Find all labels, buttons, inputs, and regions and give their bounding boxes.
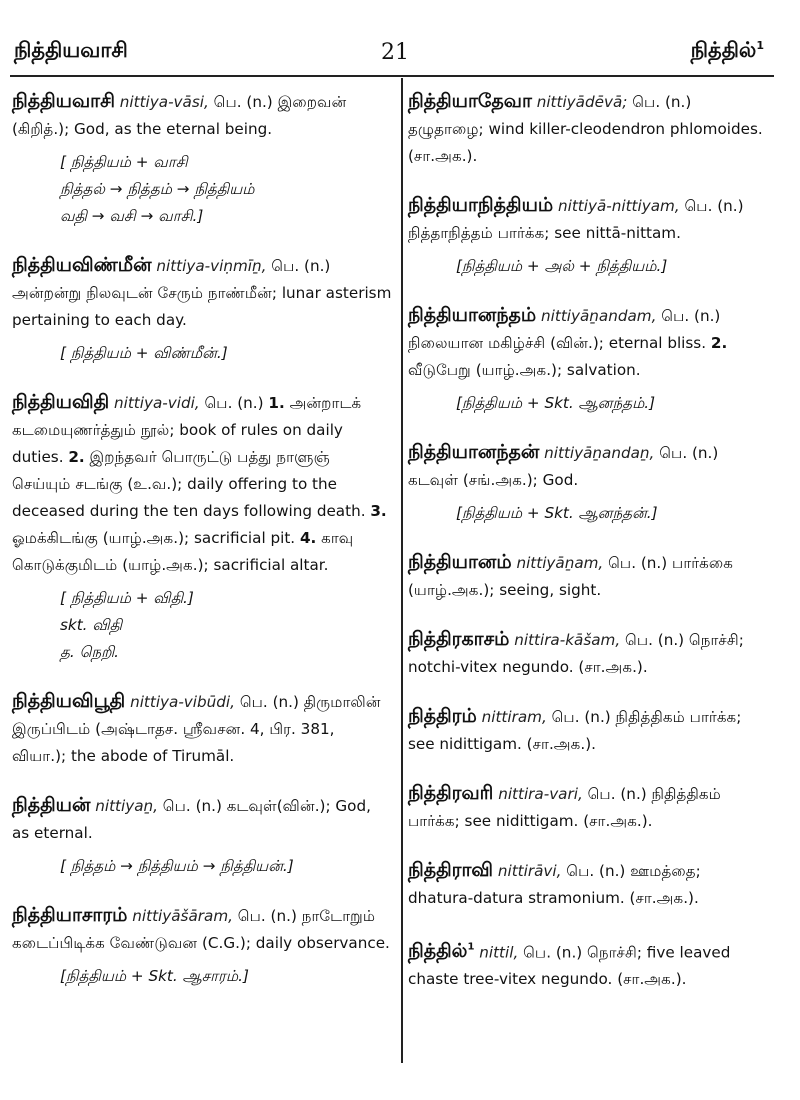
tamil-definition: அன்றன்று நிலவுடன் சேரும் நாண்மீன்; <box>12 284 277 302</box>
entry-nittil <box>408 934 768 993</box>
tamil-definition: தழுதாழை; <box>408 120 484 138</box>
left-column <box>12 88 392 1012</box>
english-definition: the abode of Tirumāl. <box>70 747 235 765</box>
english-definition: sacrificial pit. <box>193 529 296 547</box>
transliteration: nittiyāṉandam, <box>541 307 657 325</box>
tamil-definition: இறைவன் (கிறித்.); <box>12 93 347 138</box>
etymology <box>12 149 392 230</box>
headword-sup: 1 <box>467 942 475 953</box>
tamil-definition: நொச்சி; <box>688 631 744 649</box>
tamil-definition: திருமாலின் இருப்பிடம் (அஷ்டாதச. ஸ்ரீவசன. 4, பிர. 381, வியா.); <box>12 693 381 765</box>
etymology <box>12 963 392 990</box>
sense-number: 1. <box>268 394 285 412</box>
sense-number: 3. <box>370 502 387 520</box>
transliteration: nittiyāšāram, <box>132 907 233 925</box>
etymology-line: [நித்தியம் + Skt. ஆனந்தன்.] <box>456 504 658 522</box>
headword: நித்திரம் <box>408 705 477 727</box>
entry-nittiyanandam <box>408 302 768 417</box>
etymology-line: [நித்தியம் + அல் + நித்தியம்.] <box>456 257 668 275</box>
part-of-speech: பெ. (n.) <box>551 708 611 726</box>
tamil-definition: நிதித்திகம் பார்க்க; <box>408 785 721 830</box>
entry-nittiyadeva <box>408 88 768 170</box>
entry-nittiya-vinmin <box>12 252 392 367</box>
tamil-definition: கடவுள்(வின்.); <box>226 797 331 815</box>
entry-nittiyanandan <box>408 439 768 527</box>
headword: நித்திரகாசம் <box>408 628 510 650</box>
etymology <box>408 500 768 527</box>
tamil-definition: பார்க்கை (யாழ்.அக.); <box>408 554 733 599</box>
part-of-speech: பெ. (n.) <box>213 93 273 111</box>
english-definition: daily observance. <box>255 934 390 952</box>
part-of-speech: பெ. (n.) <box>625 631 685 649</box>
etymology-line: [ நித்தியம் + விதி.] <box>60 589 194 607</box>
headword: நித்தியாதேவா <box>408 90 532 112</box>
etymology-line: த. நெறி. <box>60 643 120 661</box>
page-number: 21 <box>381 40 409 65</box>
headword: நித்திராவி <box>408 859 494 881</box>
transliteration: nittiya-vibūdi, <box>130 693 235 711</box>
sense-number: 2. <box>68 448 85 466</box>
english-definition: notchi-vitex negundo. <box>408 658 574 676</box>
tamil-definition: நிலையான மகிழ்ச்சி (வின்.); <box>408 334 604 352</box>
transliteration: nittiyāṉam, <box>516 554 604 572</box>
english-definition: salvation. <box>566 361 641 379</box>
english-definition: see nidittigam. <box>464 812 579 830</box>
part-of-speech: பெ. (n.) <box>566 862 626 880</box>
running-headword-right-text: நித்தில் <box>690 38 757 62</box>
headword: நித்தியவிண்மீன் <box>12 254 152 276</box>
source-abbrev: (சா.அக.). <box>408 147 478 165</box>
headword: நித்தியன் <box>12 794 91 816</box>
tamil-definition: கடவுள் (சங்.அக.); <box>408 471 538 489</box>
english-definition: book of rules on daily duties. <box>12 421 343 466</box>
part-of-speech: பெ. (n.) <box>204 394 264 412</box>
part-of-speech: பெ. (n.) <box>271 257 331 275</box>
entry-nittiravi <box>408 857 768 912</box>
tamil-definition: நொச்சி; <box>587 943 642 962</box>
headword: நித்தியானந்தம் <box>408 304 537 326</box>
english-definition: see nidittigam. <box>408 735 522 753</box>
page-header <box>0 0 800 80</box>
etymology <box>12 340 392 367</box>
part-of-speech: பெ. (n.) <box>237 907 297 925</box>
entry-nittirakasam <box>408 626 768 681</box>
english-definition: five leaved chaste tree-vitex negundo. <box>408 943 731 989</box>
english-definition: seeing, sight. <box>499 581 602 599</box>
tamil-definition: காவு கொடுக்குமிடம் (யாழ்.அக.); <box>12 529 354 574</box>
tamil-definition: அன்றாடக் கடமையுணர்த்தும் நூல்; <box>12 394 362 439</box>
source-abbrev: (சா.அக.). <box>578 658 648 676</box>
transliteration: nittiyādēvā; <box>536 93 628 111</box>
etymology <box>408 390 768 417</box>
transliteration: nittiyāṉandaṉ, <box>544 444 655 462</box>
headword: நித்தியானந்தன் <box>408 441 540 463</box>
part-of-speech: பெ. (n.) <box>632 93 692 111</box>
part-of-speech: பெ. (n.) <box>523 943 583 962</box>
entry-nittiyanam <box>408 549 768 604</box>
entry-nittiya-vasi <box>12 88 392 230</box>
transliteration: nittira-kāšam, <box>514 631 621 649</box>
running-headword-right-sup: 1 <box>756 39 764 52</box>
english-definition: eternal bliss. <box>608 334 707 352</box>
source-abbrev: (சா.அக.). <box>629 889 699 907</box>
english-definition: God, as eternal. <box>12 797 371 842</box>
headword: நித்தியவிபூதி <box>12 690 126 712</box>
column-divider <box>401 78 403 1063</box>
part-of-speech: பெ. (n.) <box>162 797 222 815</box>
tamil-definition: நித்தாநித்தம் பார்க்க; <box>408 224 550 242</box>
transliteration: nittiram, <box>481 708 547 726</box>
tamil-definition: ஓமக்கிடங்கு (யாழ்.அக.); <box>12 529 190 547</box>
sense-number: 2. <box>710 334 728 352</box>
entry-nittiya-nittiyam <box>408 192 768 280</box>
tamil-definition: ஊமத்தை; <box>630 862 701 880</box>
tamil-definition: இறந்தவர் பொருட்டு பத்து நாளுஞ் செய்யும் சடங்கு (உ.வ.); <box>12 448 330 493</box>
sense-number: 4. <box>299 529 317 547</box>
etymology-line: நித்தல் → நித்தம் → நித்தியம் <box>60 180 255 198</box>
etymology-line: வதி → வசி → வாசி.] <box>60 207 204 225</box>
transliteration: nittil, <box>479 943 519 962</box>
etymology-line: [ நித்தம் → நித்தியம் → நித்தியன்.] <box>60 857 294 875</box>
english-definition: God, as the eternal being. <box>74 120 273 138</box>
tamil-definition: நிதித்திகம் பார்க்க; <box>615 708 742 726</box>
headword: நித்தியாநித்தியம் <box>408 194 554 216</box>
english-definition: sacrificial altar. <box>213 556 329 574</box>
headword-text: நித்தில் <box>408 940 468 963</box>
etymology <box>408 253 768 280</box>
english-definition: daily offering to the deceased during the ten days following death. <box>12 475 366 520</box>
english-definition: wind killer-cleodendron phlomoides. <box>488 120 763 138</box>
part-of-speech: பெ. (n.) <box>659 444 719 462</box>
source-abbrev: (சா.அக.). <box>617 970 687 989</box>
part-of-speech: பெ. (n.) <box>608 554 668 572</box>
english-definition: dhatura-datura stramonium. <box>408 889 625 907</box>
entry-nittiya-vidi <box>12 389 392 666</box>
headword: நித்தியாசாரம் <box>12 904 128 926</box>
headword <box>408 940 474 962</box>
entry-nittiyasaram <box>12 902 392 990</box>
header-rule <box>10 75 774 77</box>
entry-nittiyan <box>12 792 392 880</box>
headword: நித்திரவரி <box>408 782 494 804</box>
tamil-definition: வீடுபேறு (யாழ்.அக.); <box>408 361 563 379</box>
etymology-line: [ நித்தியம் + வாசி <box>60 153 188 171</box>
transliteration: nittiya-vāsi, <box>119 93 209 111</box>
running-headword-left: நித்தியவாசி <box>14 38 128 62</box>
english-definition: lunar asterism pertaining to each day. <box>12 284 392 329</box>
etymology-line: [நித்தியம் + Skt. ஆனந்தம்.] <box>456 394 656 412</box>
part-of-speech: பெ. (n.) <box>684 197 744 215</box>
english-definition: see nittā-nittam. <box>554 224 681 242</box>
etymology-line: [நித்தியம் + Skt. ஆசாரம்.] <box>60 967 249 985</box>
etymology-line: skt. விதி <box>60 616 123 634</box>
transliteration: nittiyā-nittiyam, <box>557 197 680 215</box>
running-headword-right <box>691 38 764 65</box>
etymology-line: [ நித்தியம் + விண்மீன்.] <box>60 344 228 362</box>
english-definition: God. <box>542 471 579 489</box>
transliteration: nittira-vari, <box>498 785 583 803</box>
entry-nittiram <box>408 703 768 758</box>
etymology <box>12 585 392 666</box>
tamil-definition: நாடோறும் கடைப்பிடிக்க வேண்டுவன (C.G.); <box>12 907 376 952</box>
headword: நித்தியானம் <box>408 551 512 573</box>
entry-nittiya-vibudi <box>12 688 392 770</box>
right-column <box>408 88 768 1015</box>
transliteration: nittiyaṉ, <box>95 797 158 815</box>
transliteration: nittiya-viṇmīṉ, <box>156 257 267 275</box>
etymology <box>12 853 392 880</box>
source-abbrev: (சா.அக.). <box>526 735 596 753</box>
headword: நித்தியவிதி <box>12 391 110 413</box>
transliteration: nittirāvi, <box>497 862 562 880</box>
part-of-speech: பெ. (n.) <box>587 785 647 803</box>
part-of-speech: பெ. (n.) <box>661 307 721 325</box>
source-abbrev: (சா.அக.). <box>583 812 653 830</box>
headword: நித்தியவாசி <box>12 90 115 112</box>
entry-nittiravari <box>408 780 768 835</box>
part-of-speech: பெ. (n.) <box>239 693 299 711</box>
transliteration: nittiya-vidi, <box>113 394 200 412</box>
